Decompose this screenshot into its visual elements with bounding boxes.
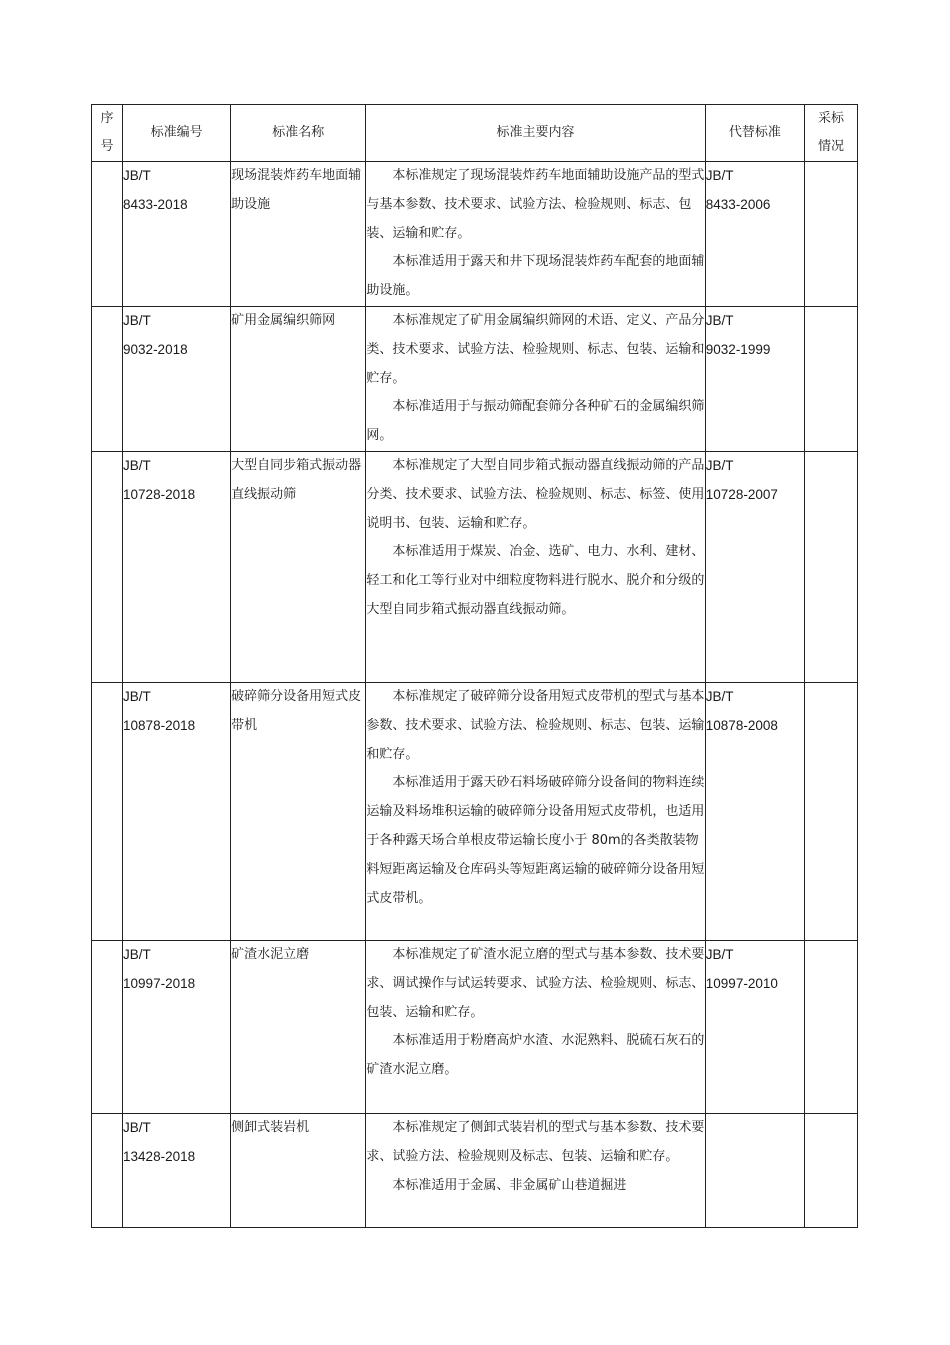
standard-code-number: 9032-2018: [123, 341, 188, 357]
cell-standard-code: [123, 162, 231, 307]
replaced-code-number: 10878-2008: [705, 717, 778, 733]
content-paragraph: 本标准规定了大型自同步箱式振动器直线振动筛的产品分类、技术要求、试验方法、检验规则、标志、标签、使用说明书、包装、运输和贮存。: [366, 457, 705, 531]
content-paragraph: 本标准规定了矿用金属编织筛网的术语、定义、产品分类、技术要求、试验方法、检验规则、标志、包装、运输和贮存。: [366, 313, 705, 386]
standard-code-prefix: JB/T: [123, 168, 151, 183]
cell-adoption: [804, 1113, 857, 1227]
cell-seq: [92, 451, 123, 682]
cell-standard-name: 侧卸式装岩机: [231, 1113, 366, 1227]
table-header-row: [92, 105, 858, 162]
cell-standard-content: [366, 307, 705, 452]
replaced-code-number: 8433-2006: [705, 196, 771, 212]
cell-seq: [92, 307, 123, 452]
standard-code-prefix: JB/T: [123, 1119, 151, 1135]
table-row: [92, 682, 858, 940]
cell-standard-code: [123, 451, 231, 682]
cell-standard-code: [123, 307, 231, 452]
cell-replaced-standard: [705, 307, 804, 452]
cell-adoption: [804, 940, 857, 1113]
content-paragraph: 本标准适用于金属、非金属矿山巷道掘进: [392, 1177, 627, 1193]
cell-replaced-standard: [705, 451, 804, 682]
replaced-code-number: 10728-2007: [705, 486, 778, 502]
cell-standard-name: 矿用金属编织筛网: [231, 307, 366, 452]
cell-seq: [92, 1113, 123, 1227]
cell-seq: [92, 682, 123, 940]
cell-standard-code: [123, 682, 231, 940]
cell-replaced-standard: [705, 162, 804, 307]
content-paragraph: 本标准规定了现场混装炸药车地面辅助设施产品的型式与基本参数、技术要求、试验方法、检验规则、标志、包装、运输和贮存。: [366, 168, 705, 241]
standard-code-number: 10878-2018: [123, 717, 196, 733]
header-adopt: 采标情况: [804, 105, 857, 162]
cell-standard-name: 矿渣水泥立磨: [231, 940, 366, 1113]
standard-code-number: 10997-2018: [123, 975, 196, 991]
standard-code-prefix: JB/T: [123, 688, 151, 704]
content-paragraph: 本标准规定了破碎筛分设备用短式皮带机的型式与基本参数、技术要求、试验方法、检验规则、标志、包装、运输和贮存。: [366, 688, 705, 762]
cell-standard-content: [366, 940, 705, 1113]
replaced-code-prefix: JB/T: [705, 168, 734, 183]
standards-table: [91, 104, 858, 1228]
standard-code-prefix: JB/T: [123, 946, 151, 962]
cell-standard-content: [366, 451, 705, 682]
cell-adoption: [804, 451, 857, 682]
cell-standard-content: [366, 682, 705, 940]
standard-code-number: 8433-2018: [123, 196, 188, 212]
replaced-code-prefix: JB/T: [705, 688, 734, 704]
content-paragraph: 本标准适用于与振动筛配套筛分各种矿石的金属编织筛网。: [366, 399, 705, 444]
header-name: 标准名称: [231, 105, 366, 162]
header-seq: 序号: [92, 105, 123, 162]
content-paragraph: 本标准规定了侧卸式装岩机的型式与基本参数、技术要求、试验方法、检验规则及标志、包装、运输和贮存。: [366, 1119, 705, 1164]
standard-code-prefix: JB/T: [123, 313, 151, 328]
header-replace: 代替标准: [705, 105, 804, 162]
table-row: [92, 940, 858, 1113]
cell-seq: [92, 162, 123, 307]
replaced-code-number: 9032-1999: [705, 341, 771, 357]
content-paragraph: 本标准适用于露天和井下现场混装炸药车配套的地面辅助设施。: [366, 254, 705, 299]
table-row: [92, 1113, 858, 1227]
content-paragraph: 本标准适用于煤炭、冶金、选矿、电力、水利、建材、轻工和化工等行业对中细粒度物料进行脱水、脱介和分级的大型自同步箱式振动器直线振动筛。: [366, 544, 705, 617]
cell-adoption: [804, 682, 857, 940]
cell-replaced-standard: [705, 682, 804, 940]
header-code: 标准编号: [123, 105, 231, 162]
standard-code-number: 13428-2018: [123, 1148, 196, 1164]
cell-seq: [92, 940, 123, 1113]
cell-replaced-standard: [705, 940, 804, 1113]
cell-replaced-standard: [705, 1113, 804, 1227]
content-paragraph: 本标准适用于露天砂石料场破碎筛分设备间的物料连续运输及料场堆积运输的破碎筛分设备用短式皮带机，也适用于各种露天场合单根皮带运输长度小于 80m的各类散装物料短距离运输及仓库码头等短距离运输的破碎筛分设备用短式皮带机。: [366, 775, 705, 906]
replaced-code-prefix: JB/T: [705, 313, 734, 328]
content-paragraph: 本标准规定了矿渣水泥立磨的型式与基本参数、技术要求、调试操作与试运转要求、试验方法、检验规则、标志、包装、运输和贮存。: [366, 946, 705, 1020]
replaced-code-prefix: JB/T: [705, 946, 734, 962]
replaced-code-prefix: JB/T: [705, 457, 734, 473]
cell-adoption: [804, 307, 857, 452]
cell-standard-name: 大型自同步箱式振动器直线振动筛: [231, 451, 366, 682]
cell-standard-content: [366, 1113, 705, 1227]
cell-standard-code: [123, 940, 231, 1113]
table-row: [92, 451, 858, 682]
content-paragraph: 本标准适用于粉磨高炉水渣、水泥熟料、脱硫石灰石的矿渣水泥立磨。: [366, 1033, 705, 1078]
cell-standard-name: 现场混装炸药车地面辅助设施: [231, 162, 366, 307]
standard-code-number: 10728-2018: [123, 486, 196, 502]
cell-standard-content: [366, 162, 705, 307]
table-row: [92, 307, 858, 452]
table-row: [92, 162, 858, 307]
standard-code-prefix: JB/T: [123, 457, 151, 473]
cell-adoption: [804, 162, 857, 307]
header-content: 标准主要内容: [366, 105, 705, 162]
replaced-code-number: 10997-2010: [705, 975, 778, 991]
cell-standard-code: [123, 1113, 231, 1227]
cell-standard-name: 破碎筛分设备用短式皮带机: [231, 682, 366, 940]
